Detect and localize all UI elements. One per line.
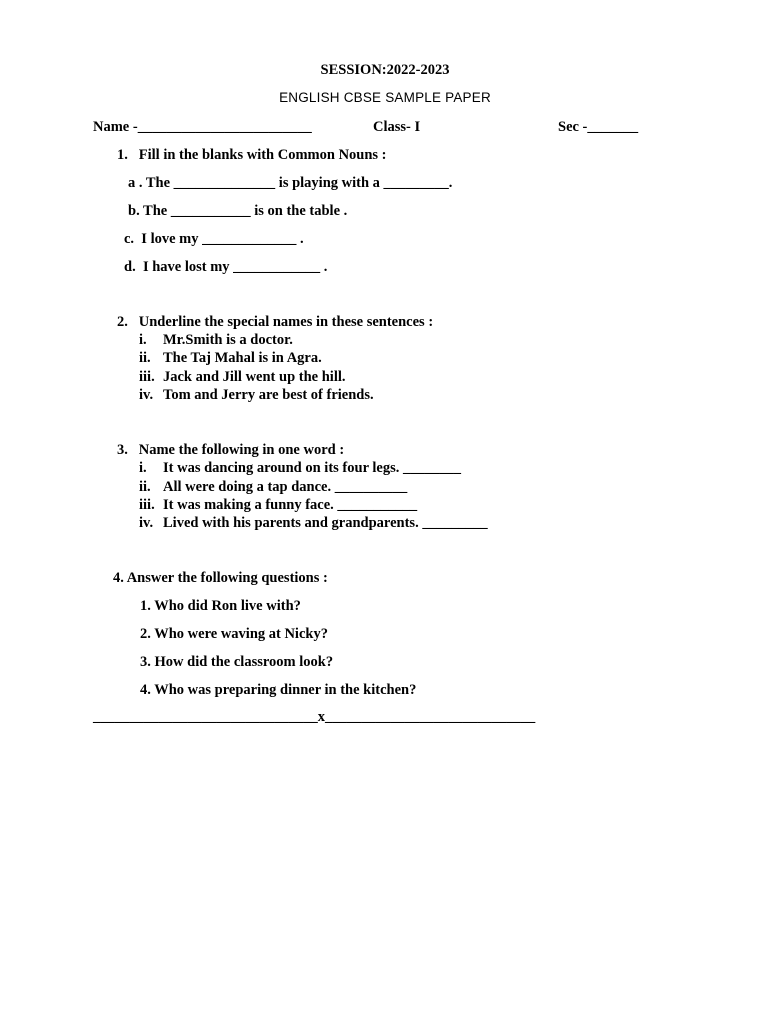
q2-item-text: Tom and Jerry are best of friends. xyxy=(163,387,374,403)
end-divider: _______________________________x_____________________________ xyxy=(93,709,536,725)
q3-item-text: Lived with his parents and grandparents. _________ xyxy=(163,515,488,531)
q4-item: 3. How did the classroom look? xyxy=(140,654,334,670)
q2-item-text: Mr.Smith is a doctor. xyxy=(163,332,293,348)
q3-item-num: iii. xyxy=(139,497,155,513)
q4-item: 1. Who did Ron live with? xyxy=(140,598,301,614)
session-label: SESSION:2022-2023 xyxy=(320,62,450,78)
q1-item-b: b. The ___________ is on the table . xyxy=(128,203,348,219)
q3-item-text: It was dancing around on its four legs. ________ xyxy=(163,460,461,476)
q1-item-a: a . The ______________ is playing with a _________. xyxy=(128,175,453,191)
q2-item-num: ii. xyxy=(139,350,151,366)
q4-item: 4. Who was preparing dinner in the kitchen? xyxy=(140,682,417,698)
q3-item-num: i. xyxy=(139,460,147,476)
q4-item: 2. Who were waving at Nicky? xyxy=(140,626,328,642)
paper-title: ENGLISH CBSE SAMPLE PAPER xyxy=(279,90,491,105)
q3-heading: 3. Name the following in one word : xyxy=(117,442,345,458)
q2-item-num: iv. xyxy=(139,387,154,403)
q2-item-text: Jack and Jill went up the hill. xyxy=(163,369,346,385)
q2-item-text: The Taj Mahal is in Agra. xyxy=(163,350,322,366)
q2-item-num: iii. xyxy=(139,369,155,385)
section-field: Sec -_______ xyxy=(558,119,639,135)
q4-heading: 4. Answer the following questions : xyxy=(113,570,328,586)
name-field: Name -________________________ xyxy=(93,119,312,135)
q1-heading: 1. Fill in the blanks with Common Nouns : xyxy=(117,147,387,163)
q3-item-text: It was making a funny face. ___________ xyxy=(163,497,418,513)
q3-item-text: All were doing a tap dance. __________ xyxy=(163,479,408,495)
q1-item-c: c. I love my _____________ . xyxy=(124,231,304,247)
q2-item-num: i. xyxy=(139,332,147,348)
class-field: Class- I xyxy=(373,119,421,135)
q1-item-d: d. I have lost my ____________ . xyxy=(124,259,328,275)
q2-heading: 2. Underline the special names in these sentences : xyxy=(117,314,434,330)
q3-item-num: iv. xyxy=(139,515,154,531)
q3-item-num: ii. xyxy=(139,479,151,495)
